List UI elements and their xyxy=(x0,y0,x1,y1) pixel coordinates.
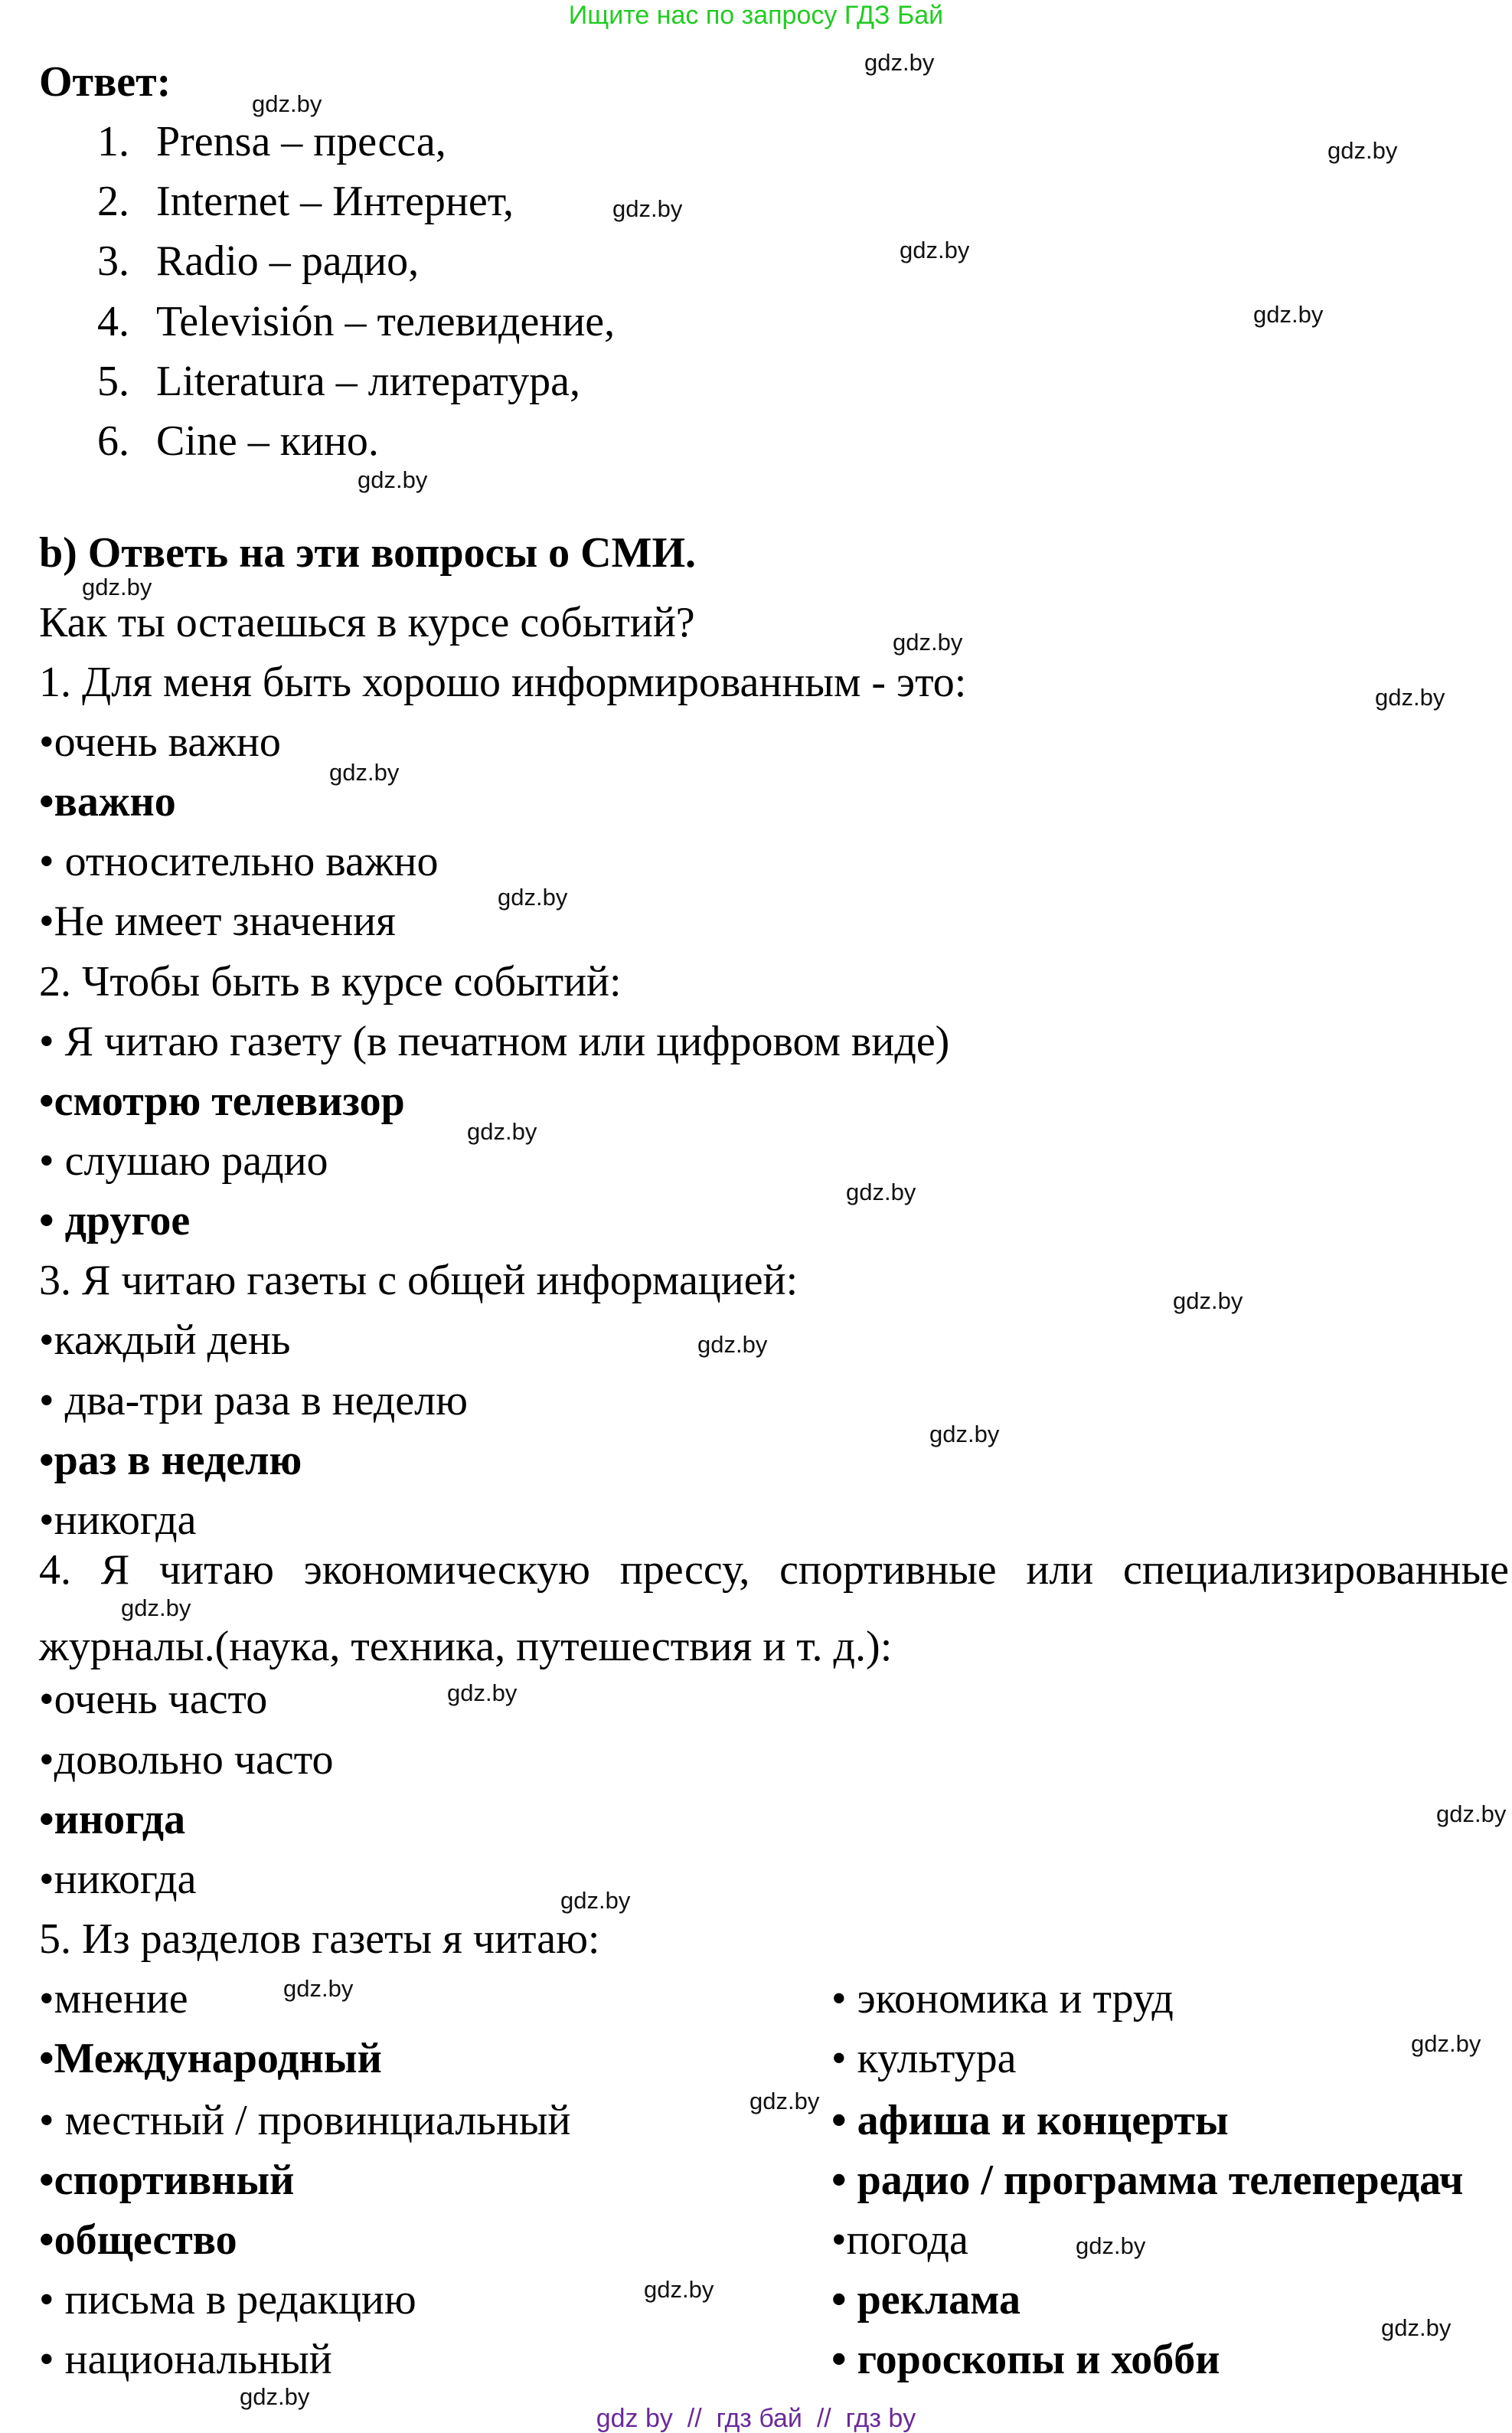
q5-right-option-selected: • реклама xyxy=(831,2276,1021,2323)
search-banner: Ищите нас по запросу ГДЗ Бай xyxy=(568,1,944,30)
q4-question-line1: 4. Я читаю экономическую прессу, спортивные или специализированные xyxy=(39,1546,1509,1594)
watermark: gdz.by xyxy=(1381,2314,1452,2341)
watermark: gdz.by xyxy=(283,1975,354,2002)
footer-links: gdz by // гдз бай // гдз by xyxy=(596,2404,916,2433)
watermark: gdz.by xyxy=(329,759,400,786)
watermark: gdz.by xyxy=(447,1679,518,1706)
answer-item xyxy=(0,239,1512,283)
answer-text: Internet – Интернет, xyxy=(156,178,514,225)
watermark: gdz.by xyxy=(1173,1287,1243,1314)
watermark: gdz.by xyxy=(560,1887,631,1914)
watermark: gdz.by xyxy=(893,629,963,656)
q5-right-option: •погода xyxy=(831,2216,968,2264)
q2-option: • слушаю радио xyxy=(39,1137,328,1185)
watermark: gdz.by xyxy=(1375,684,1445,711)
section-b-heading: b) Ответь на эти вопросы о СМИ. xyxy=(39,529,697,577)
answer-number: 6. xyxy=(97,417,129,465)
q5-right-option-selected: • радио / программа телепередач xyxy=(831,2157,1464,2204)
answer-number: 1. xyxy=(97,118,129,165)
q4-question-line2: журналы.(наука, техника, путешествия и т. д.): xyxy=(39,1623,893,1670)
watermark: gdz.by xyxy=(864,49,935,76)
watermark: gdz.by xyxy=(252,90,322,117)
watermark: gdz.by xyxy=(929,1421,1000,1447)
answer-number: 2. xyxy=(97,178,129,225)
watermark: gdz.by xyxy=(1411,2030,1481,2057)
q4-option: •очень часто xyxy=(39,1676,268,1723)
q5-left-option: • местный / провинциальный xyxy=(39,2097,571,2144)
answer-text: Cine – кино. xyxy=(156,417,379,465)
q1-option-selected: •важно xyxy=(39,778,176,826)
q3-option: •каждый день xyxy=(39,1316,291,1364)
answer-item xyxy=(0,419,1512,463)
answer-number: 3. xyxy=(97,237,129,285)
q3-option: •никогда xyxy=(39,1496,197,1544)
q5-right-option: • культура xyxy=(831,2035,1017,2082)
answer-text: Televisión – телевидение, xyxy=(156,298,616,345)
q5-question: 5. Из разделов газеты я читаю: xyxy=(39,1915,600,1963)
q5-left-option-selected: •спортивный xyxy=(39,2157,295,2204)
watermark: gdz.by xyxy=(358,466,428,493)
watermark: gdz.by xyxy=(240,2383,310,2410)
q1-question: 1. Для меня быть хорошо информированным - это: xyxy=(39,659,967,706)
watermark: gdz.by xyxy=(82,574,152,600)
q5-right-option: • экономика и труд xyxy=(831,1975,1174,2023)
watermark: gdz.by xyxy=(846,1179,916,1205)
watermark: gdz.by xyxy=(1076,2232,1146,2259)
watermark: gdz.by xyxy=(1436,1800,1507,1827)
q3-question: 3. Я читаю газеты с общей информацией: xyxy=(39,1257,798,1304)
q1-option: •очень важно xyxy=(39,718,281,766)
watermark: gdz.by xyxy=(1253,301,1324,328)
q2-option-selected: •смотрю телевизор xyxy=(39,1078,405,1125)
q1-option: •Не имеет значения xyxy=(39,898,396,945)
watermark: gdz.by xyxy=(1327,137,1398,164)
q5-left-option: • национальный xyxy=(39,2336,332,2383)
q5-left-option: •мнение xyxy=(39,1975,188,2023)
answer-text: Prensa – пресса, xyxy=(156,118,446,165)
watermark: gdz.by xyxy=(498,884,568,911)
answer-number: 5. xyxy=(97,358,129,405)
q5-left-option-selected: •общество xyxy=(39,2216,237,2264)
q2-option-selected: • другое xyxy=(39,1197,191,1244)
q5-left-option-selected: •Международный xyxy=(39,2035,382,2082)
watermark: gdz.by xyxy=(900,237,970,263)
q5-right-option-selected: • афиша и концерты xyxy=(831,2097,1229,2144)
answer-item xyxy=(0,119,1512,164)
answer-number: 4. xyxy=(97,298,129,345)
q4-option: •довольно часто xyxy=(39,1736,334,1784)
intro-question: Как ты остаешься в курсе событий? xyxy=(39,599,695,646)
q4-option: •никогда xyxy=(39,1856,197,1903)
answer-heading: Ответ: xyxy=(39,58,171,106)
watermark: gdz.by xyxy=(612,195,683,222)
watermark: gdz.by xyxy=(749,2088,820,2114)
q3-option: • два-три раза в неделю xyxy=(39,1377,468,1424)
q4-option-selected: •иногда xyxy=(39,1796,186,1843)
q3-option-selected: •раз в неделю xyxy=(39,1437,302,1484)
answer-item xyxy=(0,179,1512,224)
answer-item xyxy=(0,359,1512,404)
q2-question: 2. Чтобы быть в курсе событий: xyxy=(39,958,622,1006)
answer-text: Radio – радио, xyxy=(156,237,420,285)
watermark: gdz.by xyxy=(697,1331,768,1358)
q5-right-option-selected: • гороскопы и хобби xyxy=(831,2336,1220,2383)
q5-left-option: • письма в редакцию xyxy=(39,2276,416,2323)
answer-text: Literatura – литература, xyxy=(156,358,580,405)
q2-option: • Я читаю газету (в печатном или цифровом виде) xyxy=(39,1018,950,1065)
q1-option: • относительно важно xyxy=(39,838,439,885)
watermark: gdz.by xyxy=(644,2276,714,2303)
watermark: gdz.by xyxy=(467,1118,537,1145)
watermark: gdz.by xyxy=(121,1594,191,1621)
